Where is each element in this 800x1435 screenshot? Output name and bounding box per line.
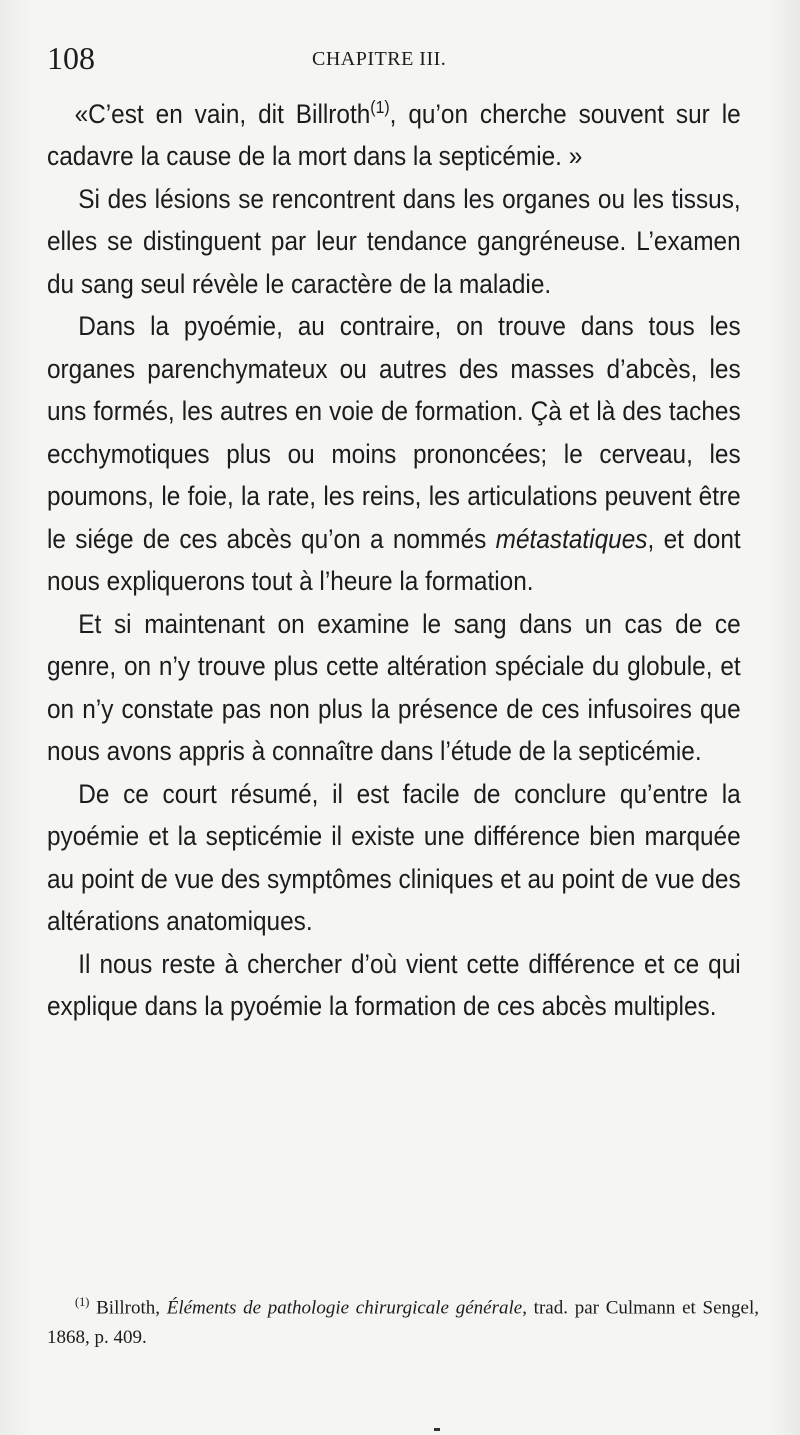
paragraph-1 [47,86,741,178]
footnote-author: Billroth, [89,1297,167,1319]
paragraph-1-text-a: «C’est en vain, dit Billroth [74,98,371,129]
body-text [47,86,741,1028]
footnote-marker: (1) [75,1295,90,1309]
paragraph-3-emphasis: métastatiques [495,523,648,554]
footnote [47,1287,759,1353]
paragraph-6: Il nous reste à chercher d’où vient cette différence et ce qui explique dans la pyoémie la formation de ces abcès multiples. [47,948,741,1022]
print-mark [434,1428,440,1431]
page-number: 108 [47,40,95,76]
paragraph-3 [47,305,741,603]
paragraph-3-text-a: Dans la pyoémie, au contraire, on trouve dans tous les organes parenchymateux ou autres des masses d’abcès, les uns formés, les autres en voie de formation. Çà et là des taches ecchymotiques plus ou moins prononcées; le cerveau, les poumons, le foie, la rate, les reins, les articulations peuvent être le siége de ces abcès qu’on a nommés [47,311,741,554]
running-head: CHAPITRE III. [312,48,447,70]
footnote-rest: , trad. par Culmann et Sengel, 1868, p. 409. [47,1297,759,1349]
paragraph-2: Si des lésions se rencontrent dans les organes ou les tissus, elles se distinguent par leur tendance gangréneuse. L’examen du sang seul révèle le caractère de la maladie. [47,183,741,299]
paragraph-1-text-b: , qu’on cherche souvent sur le cadavre la cause de la mort dans la septicémie. » [47,98,741,172]
paragraph-5: De ce court résumé, il est facile de conclure qu’entre la pyoémie et la septicémie il existe une différence bien marquée au point de vue des symptômes cliniques et au point de vue des altérations anatomiques. [47,778,741,937]
page-header [47,40,747,80]
paragraph-3-text-b: , et dont nous expliquerons tout à l’heure la formation. [47,523,741,597]
footnote-title: Éléments de pathologie chirurgicale générale [166,1297,523,1319]
paragraph-4: Et si maintenant on examine le sang dans un cas de ce genre, on n’y trouve plus cette altération spéciale du globule, et on n’y constate pas non plus la présence de ces infusoires que nous avons appris à connaître dans l’étude de la septicémie. [47,608,741,767]
footnote-reference: (1) [370,97,390,117]
